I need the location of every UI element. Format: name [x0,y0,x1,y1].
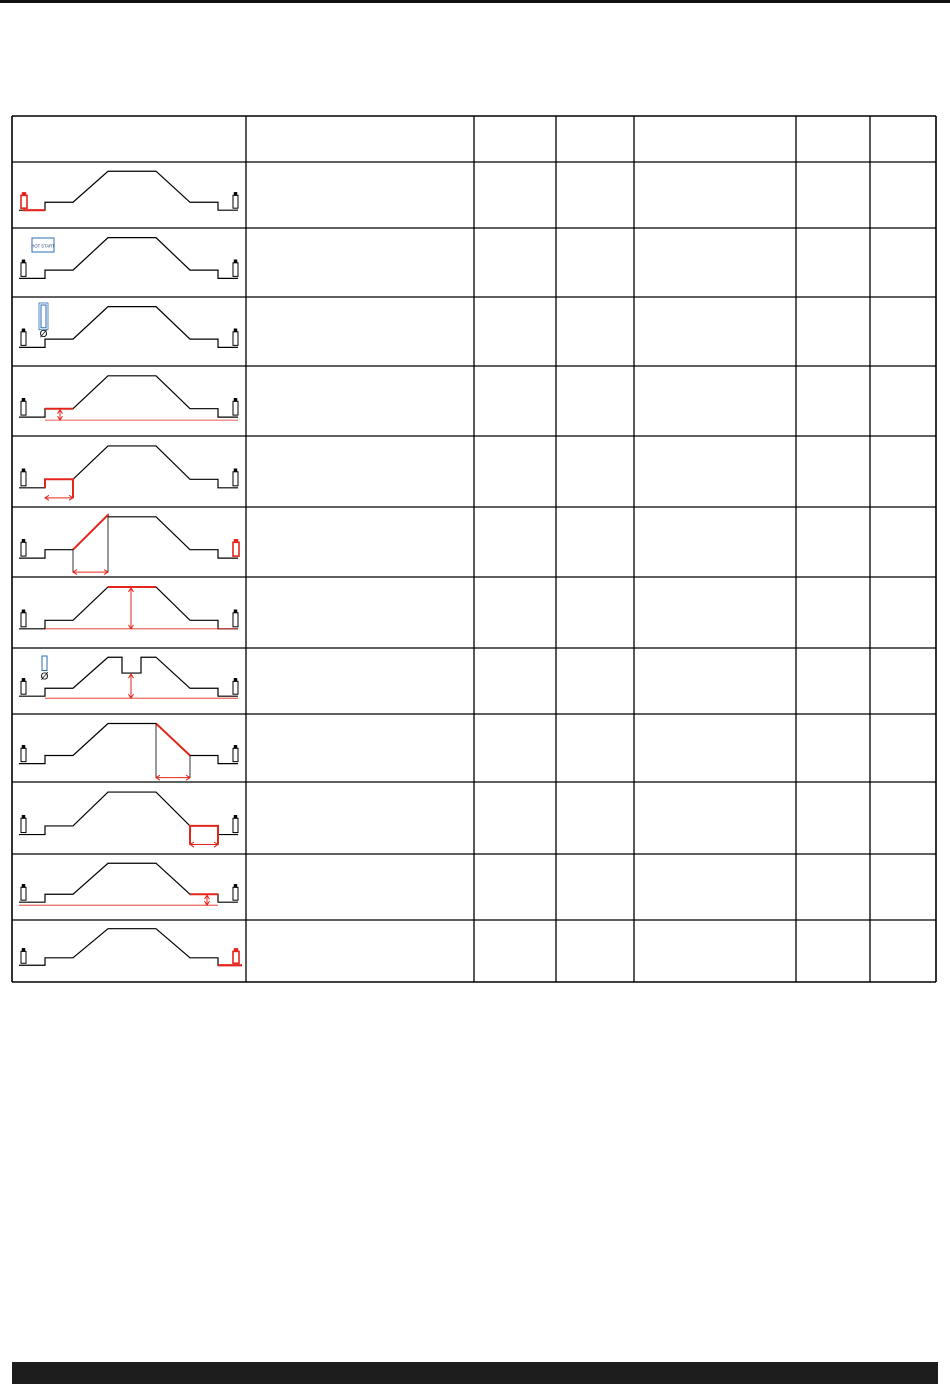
gas-bottle-right-icon-valve [234,948,238,951]
gas-bottle-right-icon-valve [234,469,237,472]
gas-bottle-right-icon [233,887,238,900]
gas-bottle-right-icon [233,195,238,208]
weld-cycle-diagram [19,792,238,847]
gas-bottle-right-icon [233,613,238,627]
gas-bottle-right-icon [233,263,238,277]
gas-bottle-left-icon-valve [22,398,25,401]
highlight-segment [156,724,190,756]
gas-bottle-right-icon-valve [234,678,237,681]
electrode-frame-icon [39,303,48,330]
weld-cycle-diagram [19,656,238,698]
weld-cycle-diagram [19,724,238,781]
gas-bottle-left-icon [21,542,26,556]
gas-bottle-left-icon [21,748,26,761]
gas-bottle-right-icon-valve [234,260,237,263]
gas-bottle-right-icon [233,748,238,761]
gas-bottle-right-icon [233,332,238,346]
weld-cycle-diagram [19,863,238,905]
weld-cycle-line [19,171,238,210]
weld-cycle-diagram [19,929,242,966]
weld-cycle-line [19,376,238,417]
diagram-column [19,171,242,965]
weld-cycle-diagram [19,515,239,575]
table-grid [12,116,936,982]
gas-bottle-left-icon-valve [22,192,26,195]
gas-bottle-left-icon [21,263,26,277]
gas-bottle-left-icon-valve [22,329,25,332]
gas-bottle-right-icon [233,401,238,415]
gas-bottle-left-icon-valve [22,678,25,681]
gas-bottle-left-icon [21,818,26,832]
electrode-icon [41,305,46,328]
gas-bottle-right-icon [233,818,238,832]
gas-bottle-right-icon-valve [234,192,237,195]
gas-bottle-right-icon-valve [234,329,237,332]
gas-bottle-left-icon-valve [22,469,25,472]
gas-bottle-right-icon-valve [234,884,237,887]
weld-cycle-diagram [19,171,238,210]
gas-bottle-right-icon-valve [234,539,238,542]
footer-bar [12,1362,938,1384]
gas-bottle-right-icon [233,542,239,556]
highlight-segment [73,515,108,550]
weld-cycle-line [19,307,238,348]
gas-bottle-left-icon [21,681,26,694]
weld-cycle-line [19,515,238,558]
gas-bottle-left-icon-valve [22,884,25,887]
gas-bottle-right-icon [233,472,238,486]
weld-cycle-diagram [19,238,238,279]
gas-bottle-left-icon-valve [22,815,25,818]
gas-bottle-left-icon-valve [22,745,25,748]
diameter-symbol: Ø [39,328,48,340]
weld-cycle-diagram [19,303,238,347]
gas-bottle-right-icon [233,951,239,963]
weld-cycle-diagram [19,587,238,629]
gas-bottle-left-icon [21,887,26,900]
gas-bottle-right-icon-valve [234,745,237,748]
gas-bottle-left-icon [21,613,26,627]
gas-bottle-left-icon [21,195,27,208]
weld-cycle-line [19,929,238,966]
weld-cycle-diagram [19,446,238,500]
electrode-icon [42,656,47,671]
weld-cycle-line [19,446,238,488]
weld-cycle-line [19,792,238,834]
gas-bottle-left-icon [21,951,26,963]
gas-bottle-left-icon [21,472,26,486]
gas-bottle-left-icon-valve [22,610,25,613]
gas-bottle-right-icon [233,681,238,694]
gas-bottle-left-icon-valve [22,948,25,951]
gas-bottle-left-icon [21,401,26,415]
weld-cycle-line [19,657,238,696]
hot-start-label: HOT START [31,243,55,249]
weld-cycle-diagram [19,376,238,420]
highlight-segment [45,479,73,498]
weld-cycle-line [19,587,238,629]
weld-cycle-line [19,724,238,764]
gas-bottle-left-icon-valve [22,539,25,542]
gas-bottle-right-icon-valve [234,398,237,401]
gas-bottle-left-icon-valve [22,260,25,263]
highlight-segment [190,826,218,845]
weld-cycle-line [19,863,238,902]
gas-bottle-right-icon-valve [234,610,237,613]
diameter-symbol: Ø [40,671,49,683]
gas-bottle-right-icon-valve [234,815,237,818]
gas-bottle-left-icon [21,332,26,346]
